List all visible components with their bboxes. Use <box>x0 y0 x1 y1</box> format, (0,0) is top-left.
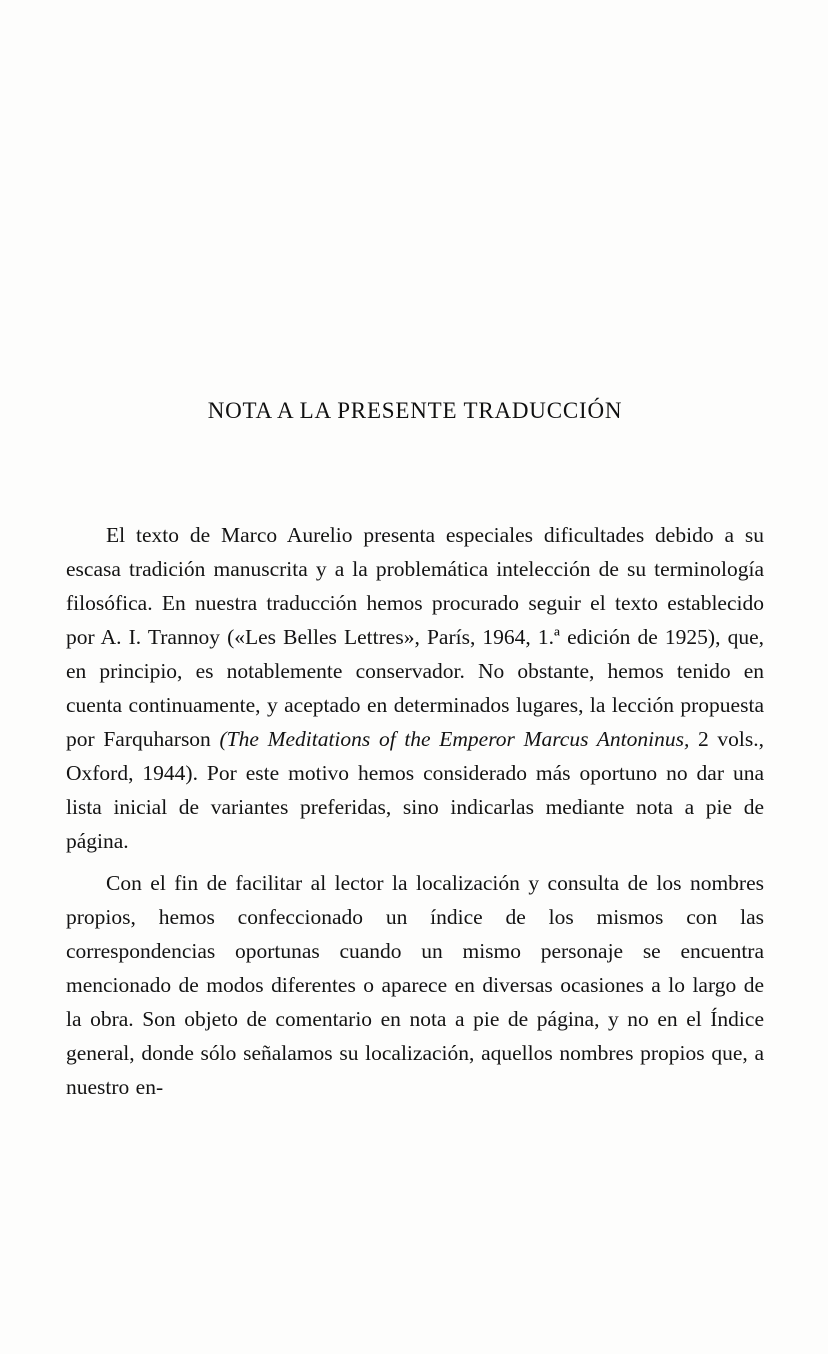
paragraph-1-run-1: El texto de Marco Aurelio presenta especiales dificultades debido a su escasa tradición manuscrita y a la problemática intelección de su terminología filosófica. En nuestra traducción hemos procurado seguir el texto establecido por A. I. Trannoy («Les Belles Lettres», París, 1964, 1.ª edición de 1925), que, en principio, es notablemente conservador. No obstante, hemos tenido en cuenta continuamente, y aceptado en determinados lugares, la lección propuesta por Farquharson <box>66 523 764 751</box>
paragraph-1-run-2-italic: (The Meditations of the Emperor Marcus Antoninus, <box>219 727 690 751</box>
page-title: NOTA A LA PRESENTE TRADUCCIÓN <box>207 398 623 423</box>
paragraph-1-run-3: 2 vols., Oxford, 1944). Por este motivo hemos considerado más oportuno no dar una lista inicial de variantes preferidas, sino indicarlas mediante nota a pie de página. <box>66 727 765 853</box>
paragraph-1 <box>66 518 764 858</box>
paragraph-2-run-1: Con el fin de facilitar al lector la localización y consulta de los nombres propios, hemos confeccionado un índice de los mismos con las correspondencias oportunas cuando un mismo personaje se encuentra mencionado de modos diferentes o aparece en diversas ocasiones a lo largo de la obra. Son objeto de comentario en nota a pie de página, y no en el Índice general, donde sólo señalamos su localización, aquellos nombres propios que, a nuestro en- <box>66 871 764 1099</box>
body-text <box>66 518 764 1104</box>
paragraph-2 <box>66 866 764 1104</box>
